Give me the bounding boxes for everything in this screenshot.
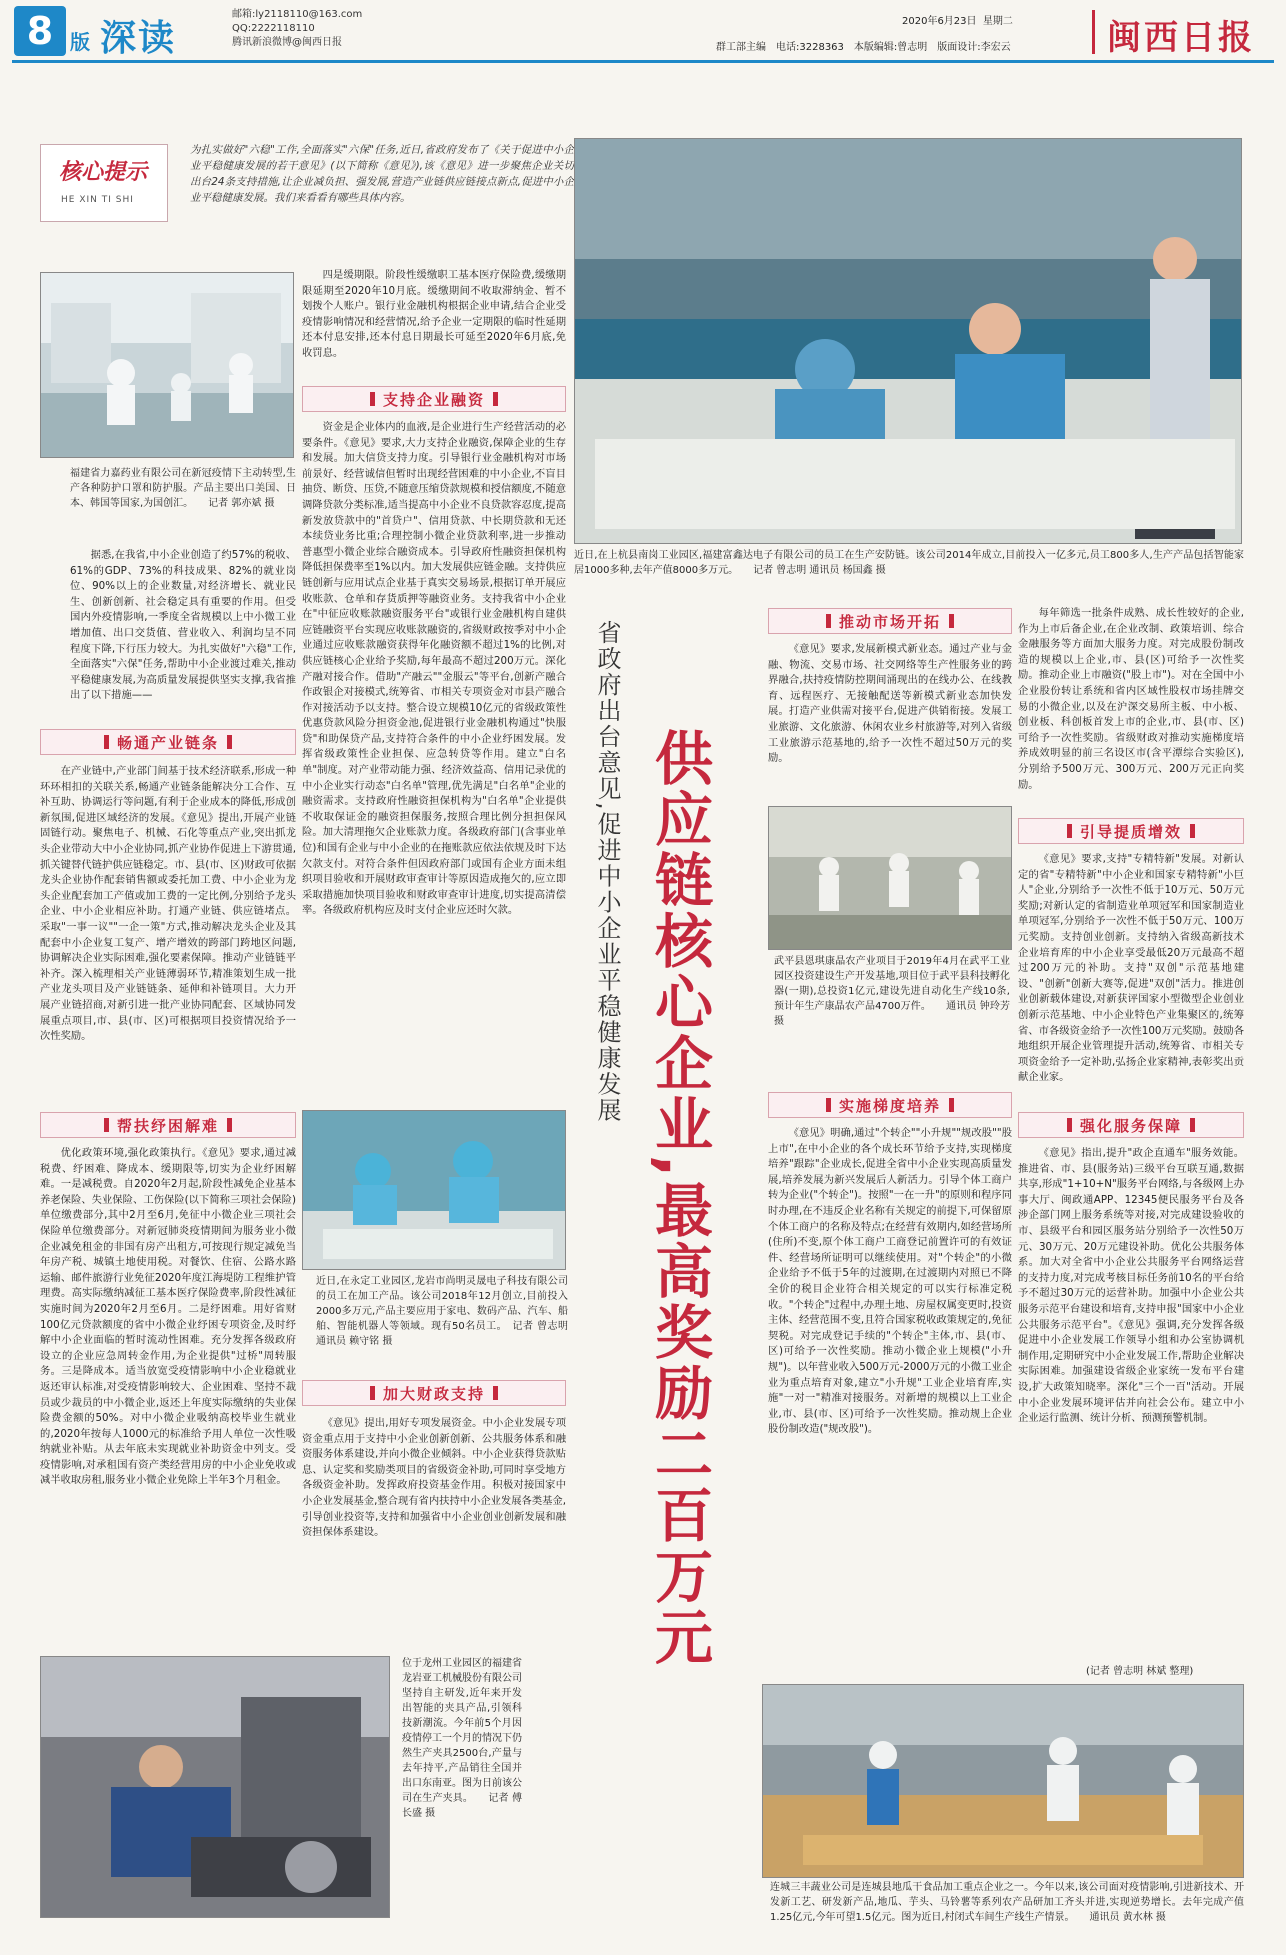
email: 邮箱:ly2118110@163.com <box>232 9 363 20</box>
factory-photo <box>574 138 1242 544</box>
col4-s7 <box>1018 852 1244 1108</box>
section-header-3 <box>302 386 566 412</box>
col2-s4 <box>302 1416 566 1646</box>
section-header-6 <box>768 1092 1012 1118</box>
food-processing-photo <box>762 1684 1244 1878</box>
core-tip-box <box>40 138 574 234</box>
section-title-5: 推动市场开拓 <box>838 612 941 631</box>
col4-top-text: 每年筛选一批条件成熟、成长性较好的企业,作为上市后备企业,在企业改制、政策培训、综合金融服务等方面加大服务力度。对完成股份制改造的规模以上企业,市、县(区)可给予一次性奖励。推动企业上市融资("股上市")。对在全国中小企业股份转让系统和省内区域性股权市场挂牌交易的小微企业,以及在沪深交易所主板、中小板、创业板、科创板首发上市的企业,市、县(市、区)可给予一次性奖励。省级财政对推动实施梯度培养成效明显的前三名设区市(含平潭综合实验区),分别给予500万元、300万元、200万元正向奖励。 <box>1018 607 1244 791</box>
masthead-logo <box>1092 10 1272 58</box>
section-bar-right <box>949 614 954 628</box>
section-title-1: 畅通产业链条 <box>116 733 219 752</box>
col4-s8-text: 《意见》指出,提升"政企直通车"服务效能。推进省、市、县(服务站)三级平台互联互通,数据共享,形成"1+10+N"服务平台网络,与各级网上办事大厅、闽政通APP、12345便民服务平台及各涉企部门网上服务系统等对接,对完成建设验收的市、县级平台和园区服务站分别给予一次性50万元、30万元、20万元建设补助。优化公共服务体系。加大对全省中小企业公共服务平台网络运营的支持力度,对完成考核目标任务前10名的平台给予不超过30万元的运营补助。加强中小企业公共服务示范平台建设和培育,支持申报"国家中小企业公共服务示范平台"。《意见》强调,充分发挥各级促进中小企业发展工作领导小组和办公室协调机制作用,定期研究中小企业发展工作,帮助企业解决实际困难。加强建设省级企业家统一发布平台建设,扩大政策知晓率。深化"三个一百"活动。开展中小企业发展环境评估并向社会公布。建立中小企业运行监测、统计分析、预测预警机制。 <box>1018 1147 1244 1425</box>
section-bar-left <box>826 614 831 628</box>
section-header-8 <box>1018 1112 1244 1138</box>
section-title-7: 引导提质增效 <box>1079 822 1182 841</box>
page-number-badge <box>14 6 66 56</box>
col2-top-text: 四是缓期限。阶段性缓缴职工基本医疗保险费,缓缴期限延期至2020年10月底。缓缴期间不收取滞纳金、暂不划拨个人账户。银行业金融机构根据企业申请,结合企业受疫情影响情况和经营情况,给予企业一定期限的临时性延期还本付息安排,还本付息日期最长可延至2020年6月底,免收罚息。 <box>302 269 566 359</box>
electronics-photo <box>302 1110 566 1270</box>
cleanroom-caption: 福建省力嘉药业有限公司在新冠疫情下主动转型,生产各种防护口罩和防护服。产品主要出口美国、日本、韩国等国家,为国创汇。 记者 郭亦斌 摄 <box>70 468 296 509</box>
section-bar-right <box>949 1098 954 1112</box>
editor-line: 群工部主编 电话:3228363 本版编辑:曾志明 版面设计:李宏云 <box>716 42 1011 53</box>
section-bar-right <box>227 1118 232 1132</box>
col1-intro <box>70 548 296 726</box>
food-processing-caption: 连城三丰蔬业公司是连城县地瓜干食品加工重点企业之一。今年以来,该公司面对疫情影响,引进新技术、开发新工艺、研发新产品,地瓜、芋头、马铃薯等系列农产品研加工齐头并进,实现逆势增长。去年完成产值1.25亿元,今年可望1.5亿元。图为近日,村闭式车间生产线生产情景。 通讯员 黄水林 摄 <box>770 1882 1244 1923</box>
page-header <box>0 0 1286 64</box>
section-title-6: 实施梯度培养 <box>838 1096 941 1115</box>
food-processing-image <box>763 1685 1244 1878</box>
col3-s6-text: 《意见》明确,通过"个转企""小升规""规改股""股上市",在中小企业的各个成长环节给予支持,实现梯度培养"跟踪"企业成长,促进全省中小企业实现高质量发展,培养发展为新兴发展后人新活力。引导个体工商户转为企业("个转企")。按照"一在一升"的原则和程序同时办理,在不违反企业名称有关规定的前提下,可保留原个体工商户的名称及特点;在经营有效期内,如经营场所(住所)不变,原个体工商户工商登记前置许可的有效证件、经营场所证明可以继续使用。对"个转企"的小微企业给予不低于5年的过渡期,在过渡期内对照已不降全价的税目企业符合相关规定的可以实行标准定税收。"个转企"过程中,办理土地、房屋权属变更时,投资主体、经营范围不变,且符合国家税收政策规定的,免征契税。对完成登记手续的"个转企"主体,市、县(市、区)可给予一次性奖励。推动小微企业上规模("小升规")。以年营业收入500万元-2000万元的小微工业企业为重点培育对象,建立"小升规"工业企业培育库,实施"一对一"精准对接服务。对新增的规模以上工业企业,市、县(市、区)可给予一次性奖励。推动规上企业股份制改造("规改股")。 <box>768 1127 1012 1436</box>
electronics-caption: 近日,在永定工业园区,龙岩市尚明灵晟电子科技有限公司的员工在加工产品。该公司2018年12月创立,目前投入2000多万元,产品主要应用于家电、数码产品、汽车、船舶、智能机器人等领域。现有50名员工。 记者 曾志明 通讯员 赖守铭 摄 <box>316 1276 568 1347</box>
col4-top <box>1018 606 1244 812</box>
section-bar-left <box>104 735 109 749</box>
qq: QQ:2222118110 <box>232 23 315 34</box>
machinery-image <box>41 1657 390 1918</box>
col4-s7-text: 《意见》要求,支持"专精特新"发展。对新认定的省"专精特新"中小企业和国家专精特新"小巨人"企业,分别给予一次性不低于10万元、50万元奖励;对新认定的省制造业单项冠军和国家制造业单项冠军,分别给予一次性不低于50万元、100万元奖励。支持创业创新。支持纳入省级高新技术企业培育库的中小企业享受最低20万元最高不超过200万元的补助。支持"双创"示范基地建设、"创新"创新大赛等,促进"双创"活力。推进创业创新载体建设,对新获评国家小型微型企业创业创新示范基地、中小企业特色产业集聚区的,统筹省、市各级资金给予一次性100万元奖励。鼓励各地组织开展企业管理提升活动,统筹省、市相关专项资金给予一定补助,弘扬企业家精神,表彰奖出贡献企业家。 <box>1018 853 1244 1084</box>
cleanroom-image <box>41 273 294 458</box>
col3-s5 <box>768 642 1012 796</box>
core-tip-pinyin: HE XIN TI SHI <box>61 195 134 205</box>
section-title-3: 支持企业融资 <box>382 390 485 409</box>
section-bar-left <box>1067 824 1072 838</box>
section-name: 深读 <box>100 18 177 59</box>
section-header-1 <box>40 729 296 755</box>
section-bar-left <box>826 1098 831 1112</box>
factory-caption: 近日,在上杭县南岗工业园区,福建富鑫达电子有限公司的员工在生产安防链。该公司2014年成立,目前投入一亿多元,员工800多人,生产产品包括智能家居1000多种,去年产值8000多万元。 记者 曾志明 通讯员 杨国鑫 摄 <box>574 550 1244 576</box>
section-title-8: 强化服务保障 <box>1079 1116 1182 1135</box>
col2-top <box>302 268 566 380</box>
section-bar-right <box>1190 824 1195 838</box>
core-tip-text: 为扎实做好"六稳"工作,全面落实"六保"任务,近日,省政府发布了《关于促进中小企业平稳健康发展的若干意见》(以下简称《意见》),该《意见》进一步聚焦企业关切出台24条支持措施,让企业减负担、强发展,营造产业链供应链接点新点,促进中小企业平稳健康发展。我们来看看有哪些具体内容。 <box>190 144 574 204</box>
headline-subtitle: 省政府出台意见,促进中小企业平稳健康发展 <box>593 620 621 1124</box>
section-bar-left <box>1067 1118 1072 1132</box>
weekday: 星期二 <box>982 16 1013 27</box>
date-line <box>902 12 1013 27</box>
core-tip-label: 核心提示 <box>59 160 148 185</box>
col4-s8 <box>1018 1146 1244 1660</box>
header-rule <box>12 60 1274 63</box>
section-header-5 <box>768 608 1012 634</box>
col3-s6 <box>768 1126 1012 1680</box>
section-header-2 <box>40 1112 296 1138</box>
headline-main: 供应链核心企业,最高奖励二百万元 <box>645 728 713 1669</box>
electronics-image <box>303 1111 566 1270</box>
date: 2020年6月23日 <box>902 16 977 27</box>
page-number: 8 <box>26 9 54 53</box>
section-bar-left <box>104 1118 109 1132</box>
section-bar-right <box>227 735 232 749</box>
food-caption: 武平县恩琪康晶农产业项目于2019年4月在武平工业园区投资建设生产开发基地,项目位于武平县科技孵化器(一期),总投资1亿元,建设先进自动化生产线10条,预计年生产康晶农产品4700万件。 通讯员 钟玲芳 摄 <box>774 956 1010 1027</box>
section-bar-right <box>1190 1118 1195 1132</box>
section-header-4 <box>302 1380 566 1406</box>
section-title-4: 加大财政支持 <box>382 1384 485 1403</box>
weibo: 腾讯新浪微博@闽西日报 <box>232 37 342 48</box>
section-bar-left <box>370 1386 375 1400</box>
col1-s2 <box>40 1146 296 1650</box>
section-header-7 <box>1018 818 1244 844</box>
section-bar-right <box>493 1386 498 1400</box>
section-title-2: 帮扶纾困解难 <box>116 1116 219 1135</box>
col3-s5-text: 《意见》要求,发展新模式新业态。通过产业与金融、物流、交易市场、社交网络等生产性服务业的跨界融合,扶持疫情防控期间涌现出的在线办公、在线教育、远程医疗、无接触配送等新模式新业态加快发展。打造产业供需对接平台,促进产供销衔接。发展工业旅游、文化旅游、休闲农业乡村旅游等,对列入省级工业旅游示范基地的,给予一次性不超过50万元的奖励。 <box>768 643 1012 765</box>
byline: (记者 曾志明 林斌 整理) <box>1086 1666 1194 1677</box>
col1-s1 <box>40 764 296 1098</box>
section-bar-right <box>493 392 498 406</box>
machinery-photo <box>40 1656 390 1918</box>
core-tip-label-box <box>40 144 168 222</box>
food-photo <box>768 806 1012 950</box>
col2-s3-text: 资金是企业体内的血液,是企业进行生产经营活动的必要条件。《意见》要求,大力支持企业融资,保障企业的生存和发展。加大信贷支持力度。引导银行业金融机构对市场前景好、经营诚信但暂时出现经营困难的中小企业,不盲目抽贷、断贷、压贷,不随意压缩贷款规模和授信额度,不随意调降贷款分类标准,适当提高中小企业不良贷款容忍度,提高新发放贷款中的"首贷户"、信用贷款、中长期贷款和无还本续贷业务比重;合理控制小微企业贷款利率,进一步推动普惠型小微企业综合融资成本。引导政府性融资担保机构降低担保费率至1%以内。加大发展供应链金融。支持供应链创新与应用试点企业基于真实交易场景,根据订单开展应收账款、仓单和存货质押等融资业务。支持我省中小企业在"中征应收账款融资服务平台"或银行业金融机构自建供应链融资平台实现应收账款融资的,省级财政按季对中小企业通过应收账款融资获得年化融资额不超过1%的比例,对供应链核心企业给予奖励,每年最高不超过200万元。深化产融对接合作。借助"产融云""金服云"等平台,创新产融合作政银企对接模式,统筹省、市相关专项资金对市县产融合作对接活动予以支持。整合设立规模10亿元的省级政策性优惠贷款风险分担资金池,促进银行业金融机构通过"快服贷"和助保贷产品,支持符合条件的中小企业纾困发展。发挥省级政策性企业担保、应急转贷等作用。建立"白名单"制度。对产业带动能力强、经济效益高、信用记录优的中小企业实行动态"白名单"管理,优先满足"白名单"企业的融资需求。支持政府性融资担保机构为"白名单"企业提供不收取保证金的融资担保服务,按照合理比例分担担保风险。加大清理拖欠企业账款力度。各级政府部门(含事业单位)和国有企业与中小企业的在拖账款应依法依规及时下达欠款支付。对符合条件但因政府部门或国有企业方面未组织项目验收和开展财政审查审计等原因造成拖欠的,应立即采取措施加快项目验收和财政审查审计进度,切实提高清偿率。各级政府机构应及时支付企业应还时欠款。 <box>302 421 566 917</box>
machinery-caption: 位于龙州工业园区的福建省龙岩亚工机械股份有限公司坚持自主研发,近年来开发出智能的夹具产品,引领科技新潮流。今年前5个月因疫情停工一个月的情况下仍然生产夹具2500台,产量与去年持平,产品销往全国并出口东南亚。图为日前该公司在生产夹具。 记者 傅长盛 摄 <box>402 1658 522 1819</box>
col2-s4-text: 《意见》提出,用好专项发展资金。中小企业发展专项资金重点用于支持中小企业创新创新、公共服务体系和融资服务体系建设,并向小微企业倾斜。中小企业获得贷款贴息、认定奖和奖励类项目的省级资金补助,可同时享受地方各级资金补助。发挥政府投资基金作用。积极对接国家中小企业发展基金,整合现有省内扶持中小企业发展各类基金,引导创业投资等,支持和加强省中小企业创业创新发展和融资担保体系建设。 <box>302 1417 566 1539</box>
col1-intro-text: 据悉,在我省,中小企业创造了约57%的税收、61%的GDP、73%的科技成果、82%的就业岗位、90%以上的企业数量,对经济增长、就业民生、创新创新、社会稳定具有重要的作用。但受国内外疫情影响,一季度全省规模以上中小微工业增加值、出口交货值、营业收入、利润均呈不同程度下降,下行压力较大。为扎实做好"六稳"工作,全面落实"六保"任务,帮助中小企业渡过难关,推动平稳健康发展,为高质量发展提供坚实支撑,我省推出了以下措施—— <box>70 549 296 702</box>
cleanroom-photo <box>40 272 294 458</box>
contact-info <box>232 8 362 50</box>
food-image <box>769 807 1012 950</box>
factory-image <box>575 139 1242 544</box>
masthead-text: 闽西日报 <box>1107 18 1255 58</box>
col1-s2-text: 优化政策环境,强化政策执行。《意见》要求,通过减税费、纾困难、降成本、缓期限等,切实为企业纾困解难。一是减税费。自2020年2月起,阶段性减免企业基本养老保险、失业保险、工伤保险(以下简称三项社会保险)单位缴费部分,其中2月至6月,免征中小微企业三项社会保险单位缴费部分。对新冠肺炎疫情期间为服务业小微企业减免租金的非国有房产出租方,可按现行规定减免当年房产税、城镇土地使用税。对餐饮、住宿、公路水路运输、邮件旅游行业免征2020年度江海堤防工程维护管理费。高实际缴纳减征工基本医疗保险费率,阶段性减征实施时间为2020年2月至6月。二是纾困难。用好省财100亿元贷款额度的省中小微企业纾困专项资金,及时纾解中小企业面临的暂时流动性困难。充分发挥各级政府设立的企业应急周转金作用,为企业提供"过桥"周转服务。三是降成本。适当放宽受疫情影响中小企业稳就业返还审认标准,对受疫情影响较大、企业困难、坚持不裁员或少裁员的中小微企业,返还上年度实际缴纳的失业保险费金额的50%。对中小微企业吸纳高校毕业生就业的,2020年按每人1000元的标准给予用人单位一次性吸纳就业补贴。从去年底未实现就业补助资金中列支。受疫情影响,对承租国有资产类经营用房的中小企业免收或减半收取房租,服务业小微企业免除上半年3个月租金。 <box>40 1147 296 1487</box>
col2-s3 <box>302 420 566 1100</box>
section-bar-left <box>370 392 375 406</box>
page-suffix: 版 <box>70 30 90 54</box>
col1-s1-text: 在产业链中,产业部门间基于技术经济联系,形成一种环环相扣的关联关系,畅通产业链条能解决分工合作、互补互助、协调运行等问题,有利于企业成本的降低,形成创新氛围,促进区域经济的发展。《意见》提出,开展产业链固链行动。聚焦电子、机械、石化等重点产业,突出抓龙头企业带动大中小企业协同,抓产业协作促进上下游贯通,抓关键替代链护供应链稳定。市、县(市、区)财政可依据龙头企业协作配套销售额或委托加工费、中小企业为龙头企业配套加工产值或加工费的一定比例,分别给予龙头企业、中小企业相应补助。打通产业链、供应链堵点。采取"一事一议""一企一策"方式,推动解决龙头企业及其配套中小企业复工复产、增产增效的跨部门跨地区问题,协调解决企业实际困难,强化要素保障。推动产业链链平补齐。深入梳理相关产业链薄弱环节,精准策划生成一批产业龙头项目及产业链链条、延伸和补链项目。大力开展产业链招商,对新引进一批产业协同配套、区域协同发展重点项目,市、县(市、区)可根据项目投资情况给予一次性奖励。 <box>40 765 296 1043</box>
